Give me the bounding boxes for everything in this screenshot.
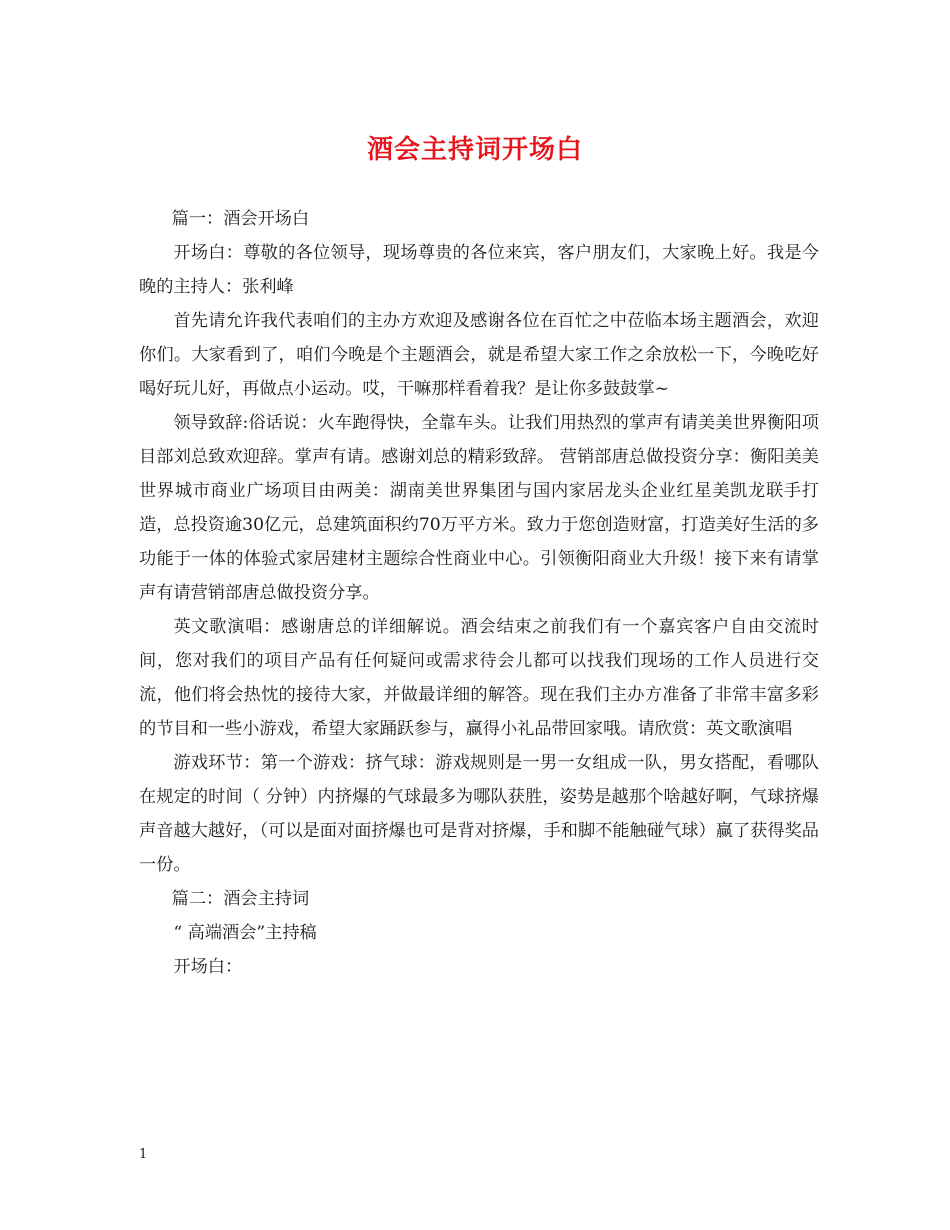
- paragraph-script-title: “ 高端酒会”主持稿: [173, 923, 317, 943]
- section-heading-2: 篇二：酒会主持词: [171, 889, 310, 909]
- section-heading-1: 篇一：酒会开场白: [171, 209, 310, 229]
- paragraph-welcome: 首先请允许我代表咱们的主办方欢迎及感谢各位在百忙之中莅临本场主题酒会，欢迎你们。大家看到了，咱们今晚是个主题酒会，就是希望大家工作之余放松一下，今晚吃好喝好玩儿好，再做点小运动。哎，干嘛那样看着我？是让你多鼓鼓掌~: [139, 311, 819, 399]
- paragraph-leader-speech: 领导致辞:俗话说：火车跑得快，全靠车头。让我们用热烈的掌声有请美美世界衡阳项目部刘总致欢迎辞。掌声有请。感谢刘总的精彩致辞。 营销部唐总做投资分享：衡阳美美世界城市商业广场项目由两美：湖南美世界集团与国内家居龙头企业红星美凯龙联手打造，总投资逾30亿元，总建筑面积约70万平方米。致力于您创造财富，打造美好生活的多功能于一体的体验式家居建材主题综合性商业中心。引领衡阳商业大升级！接下来有请掌声有请营销部唐总做投资分享。: [139, 413, 819, 603]
- document-body: [139, 202, 819, 984]
- paragraph-game: 游戏环节：第一个游戏：挤气球：游戏规则是一男一女组成一队，男女搭配，看哪队在规定的时间（ 分钟）内挤爆的气球最多为哪队获胜，姿势是越那个啥越好啊，气球挤爆声音越大越好，（可以是面对面挤爆也可是背对挤爆，手和脚不能触碰气球）赢了获得奖品一份。: [139, 753, 819, 875]
- document-title: 酒会主持词开场白: [366, 135, 583, 165]
- paragraph-opening: 开场白：尊敬的各位领导，现场尊贵的各位来宾，客户朋友们，大家晚上好。我是今晚的主持人：张利峰: [139, 243, 819, 297]
- page-number: 1: [139, 1147, 148, 1162]
- paragraph-english-song: 英文歌演唱：感谢唐总的详细解说。酒会结束之前我们有一个嘉宾客户自由交流时间，您对我们的项目产品有任何疑问或需求待会儿都可以找我们现场的工作人员进行交流，他们将会热忱的接待大家，并做最详细的解答。现在我们主办方准备了非常丰富多彩的节目和一些小游戏，希望大家踊跃参与，赢得小礼品带回家哦。请欣赏：英文歌演唱: [139, 617, 819, 739]
- paragraph-opening-label: 开场白：: [173, 957, 243, 977]
